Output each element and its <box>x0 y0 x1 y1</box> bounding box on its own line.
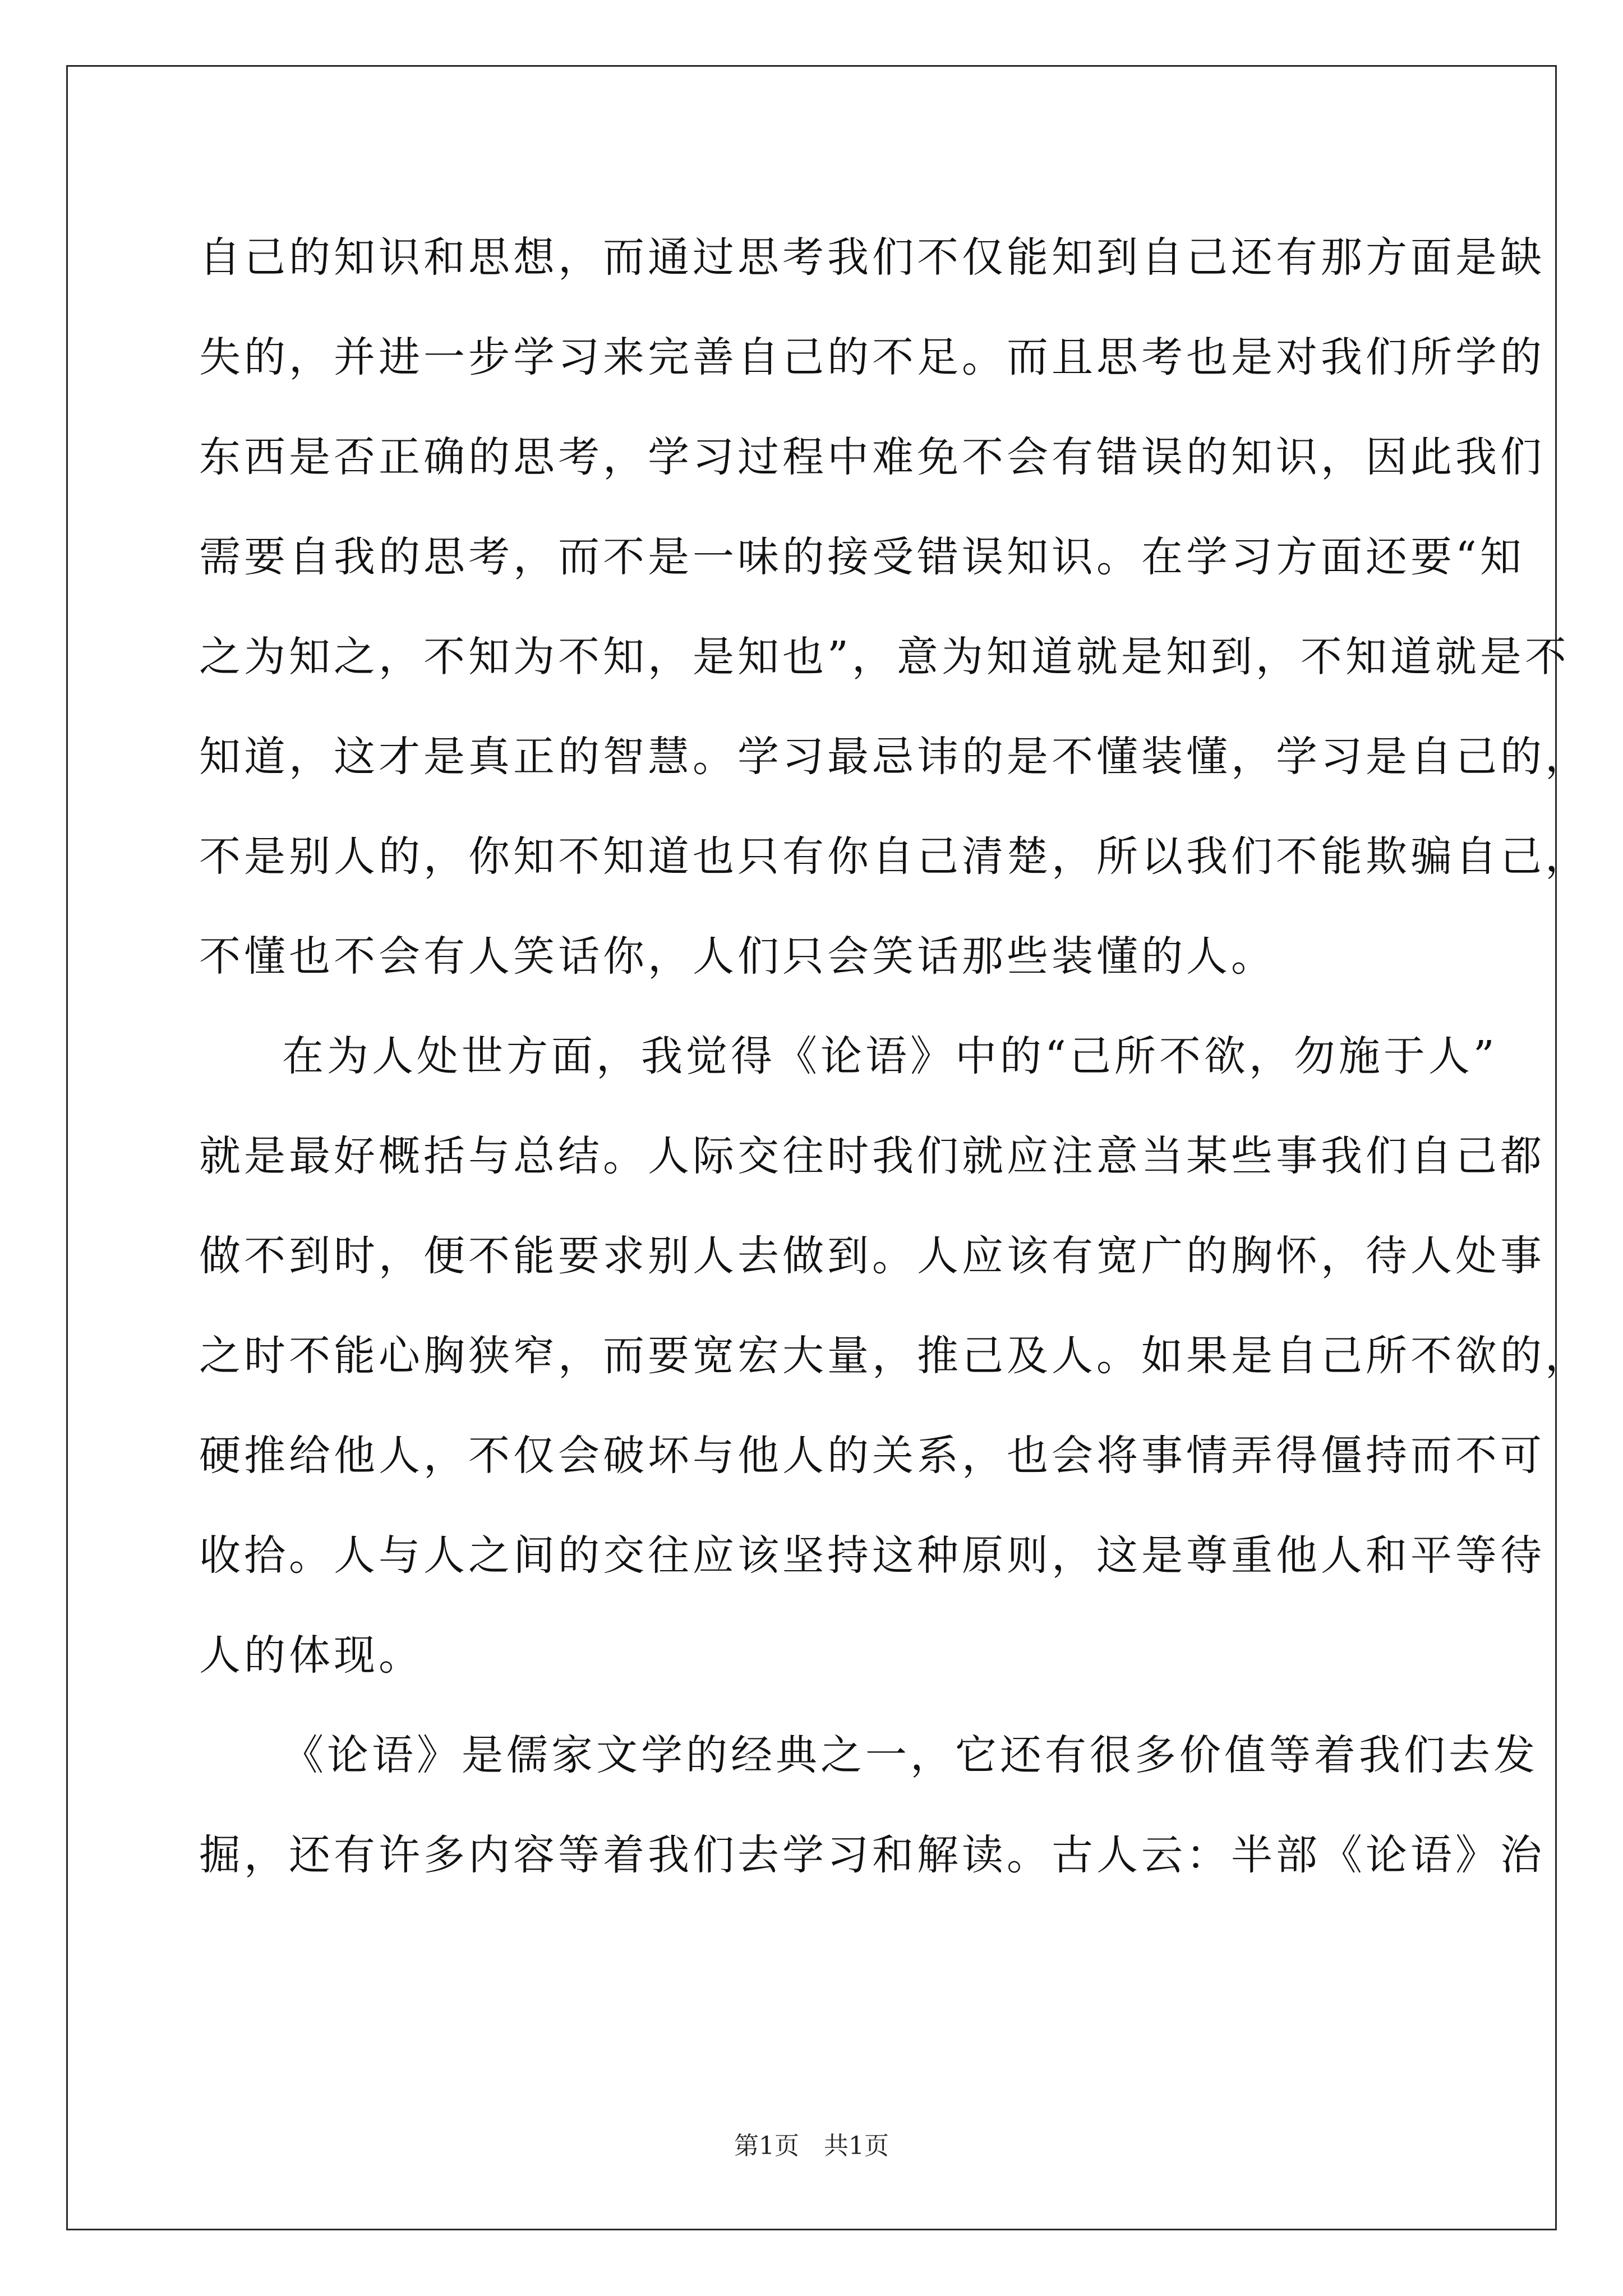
text-line: 自己的知识和思想，而通过思考我们不仅能知到自己还有那方面是缺 <box>199 233 1545 282</box>
text-line: 就是最好概括与总结。人际交往时我们就应注意当某些事我们自己都 <box>199 1132 1545 1180</box>
text-line: 掘，还有许多内容等着我们去学习和解读。古人云：半部《论语》治 <box>199 1831 1545 1879</box>
text-line: 知道，这才是真正的智慧。学习最忌讳的是不懂装懂，学习是自己的， <box>199 733 1590 781</box>
body-text <box>199 208 1590 1905</box>
text-line: 之时不能心胸狭窄，而要宽宏大量，推己及人。如果是自己所不欲的， <box>199 1332 1590 1380</box>
text-line: 需要自我的思考，而不是一味的接受错误知识。在学习方面还要“知 <box>199 533 1525 581</box>
text-line: 东西是否正确的思考，学习过程中难免不会有错误的知识，因此我们 <box>199 433 1545 481</box>
paragraph-start-line: 《论语》是儒家文学的经典之一，它还有很多价值等着我们去发 <box>282 1731 1538 1779</box>
text-line: 人的体现。 <box>199 1631 423 1680</box>
text-line: 失的，并进一步学习来完善自己的不足。而且思考也是对我们所学的 <box>199 333 1545 381</box>
page-footer: 第1页 共1页 <box>734 2132 889 2160</box>
text-line: 不懂也不会有人笑话你，人们只会笑话那些装懂的人。 <box>199 932 1276 981</box>
text-line: 做不到时，便不能要求别人去做到。人应该有宽广的胸怀，待人处事 <box>199 1232 1545 1280</box>
text-line: 硬推给他人，不仅会破坏与他人的关系，也会将事情弄得僵持而不可 <box>199 1432 1545 1480</box>
text-line: 收拾。人与人之间的交往应该坚持这种原则，这是尊重他人和平等待 <box>199 1531 1545 1580</box>
text-line: 之为知之，不知为不知，是知也”，意为知道就是知到，不知道就是不 <box>199 633 1570 681</box>
text-line: 不是别人的，你知不知道也只有你自己清楚，所以我们不能欺骗自己， <box>199 832 1590 881</box>
paragraph-start-line: 在为人处世方面，我觉得《论语》中的“己所不欲，勿施于人” <box>282 1032 1498 1080</box>
